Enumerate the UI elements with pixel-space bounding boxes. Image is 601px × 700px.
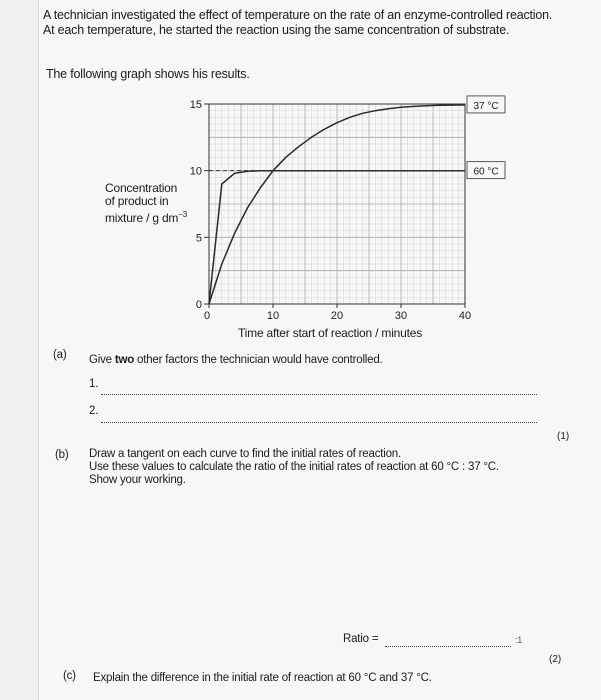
ratio-answer-line[interactable] <box>385 646 511 647</box>
chart-labels <box>190 96 505 322</box>
x-tick-label: 20 <box>330 310 344 322</box>
question-b-line-1: Draw a tangent on each curve to find the initial rates of reaction. <box>89 448 401 460</box>
results-graph <box>39 0 601 700</box>
question-b-line-3: Show your working. <box>89 474 186 486</box>
answer-line-1[interactable] <box>101 394 537 395</box>
question-a-prompt <box>89 353 383 367</box>
x-tick-label: 0 <box>203 310 211 322</box>
question-b-label: (b) <box>55 449 69 461</box>
question-a-label: (a) <box>53 349 67 361</box>
y-axis-label-line-3: mixture / g dm <box>105 211 179 225</box>
question-a-prompt-end: other factors the technician would have controlled. <box>134 354 383 366</box>
question-a-marks: (1) <box>557 431 570 442</box>
answer-line-2-number: 2. <box>89 405 99 417</box>
chart-grid <box>209 104 465 304</box>
x-tick-label: 40 <box>458 310 472 322</box>
question-a-prompt-bold: two <box>114 354 135 366</box>
x-tick-label: 10 <box>266 310 280 322</box>
ratio-suffix: :1 <box>515 635 523 645</box>
intro-paragraph: A technician investigated the effect of temperature on the rate of an enzyme-controlled reaction. At each temperature, he started the reaction using the same concentration of substrate. <box>43 8 553 37</box>
answer-line-2[interactable] <box>101 422 537 423</box>
question-b-line-2: Use these values to calculate the ratio of the initial rates of reaction at 60 °C : 37 °C. <box>89 461 499 473</box>
y-tick-label: 10 <box>189 165 202 178</box>
question-a-prompt-start: Give <box>89 354 115 366</box>
series-label-60c: 60 °C <box>473 166 499 178</box>
y-tick-label: 15 <box>189 99 202 111</box>
series-label-37c: 37 °C <box>473 100 499 112</box>
x-axis-label: Time after start of reaction / minutes <box>238 326 423 340</box>
exam-page <box>38 0 601 700</box>
x-tick-label: 30 <box>394 310 408 322</box>
question-b-prompt <box>89 448 499 487</box>
question-b-marks: (2) <box>549 654 562 665</box>
question-c-prompt: Explain the difference in the initial rate of reaction at 60 °C and 37 °C. <box>93 672 432 684</box>
y-tick-label: 0 <box>195 299 202 311</box>
y-axis-label-exponent: −3 <box>178 210 187 219</box>
y-axis-label-line-2: of product in <box>105 194 169 208</box>
question-c-label: (c) <box>63 670 76 682</box>
graph-intro-text: The following graph shows his results. <box>46 67 250 81</box>
y-axis-label-line-1: Concentration <box>105 181 178 195</box>
ratio-label: Ratio = <box>343 633 379 645</box>
y-tick-label: 5 <box>195 232 202 245</box>
answer-line-1-number: 1. <box>89 378 99 390</box>
